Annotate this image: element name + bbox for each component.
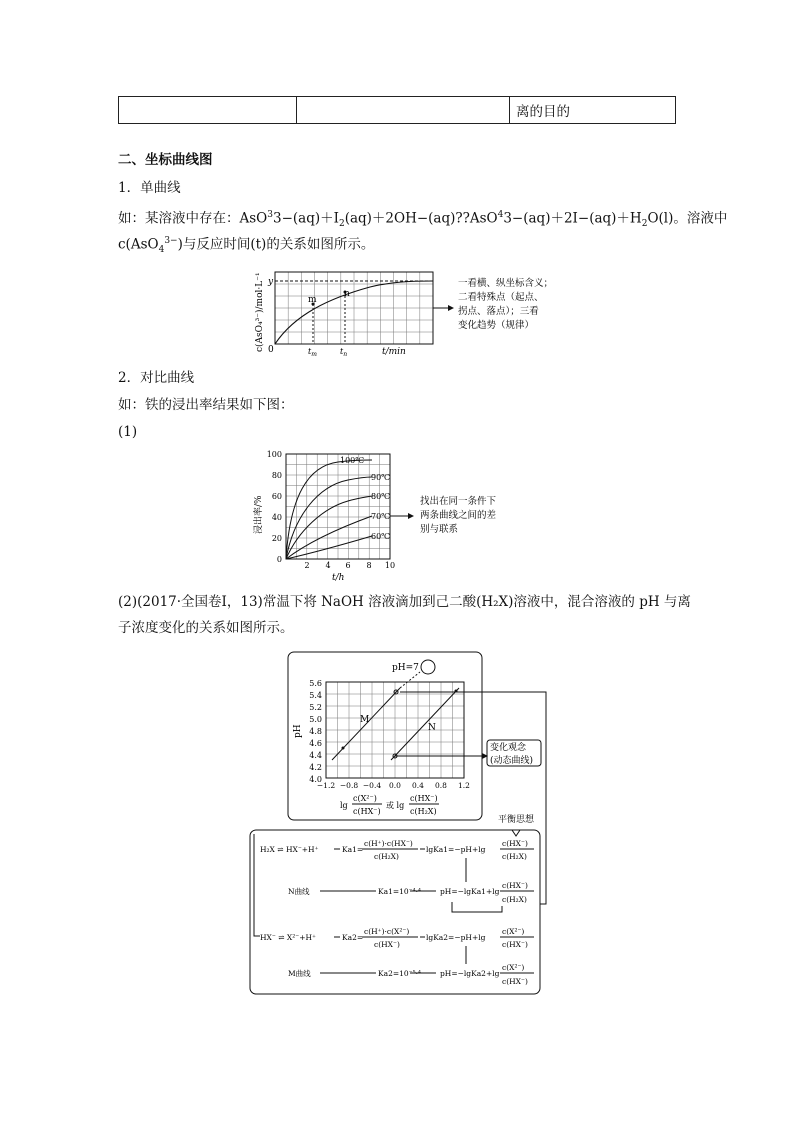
svg-text:N曲线: N曲线 [288,887,310,896]
svg-text:c(X²⁻): c(X²⁻) [502,927,525,936]
subsection-2-line: 如：铁的浸出率结果如下图： [118,397,294,413]
fig2-label-70: 70℃ [371,512,391,521]
fig3-y-ticks [309,679,322,784]
fig2-label-100: 100℃ [340,456,365,465]
fig3-balance: 平衡思想 [498,815,535,825]
fig3-graph-box [288,652,482,820]
fig2-xtick: 10 [384,561,396,570]
fig3-x-axis-label [340,794,439,816]
fig1-origin: 0 [268,345,274,355]
fig3-balance-arrow [512,830,520,836]
fig2-note: 找出在同一条件下 两条曲线之间的差 别与联系 [420,496,497,535]
fig3-ytick: 5.6 [309,679,322,688]
fig2-x-ticks [304,561,395,570]
fig2-ytick: 20 [271,534,282,543]
fig3-label-N: N [428,723,436,733]
fig2-label-60: 60℃ [371,532,391,541]
svg-text:c(H₂X): c(H₂X) [374,852,399,861]
svg-text:HX⁻ ⇌ X²⁻+H⁺: HX⁻ ⇌ X²⁻+H⁺ [260,933,316,942]
svg-text:c(H₂X): c(H₂X) [502,852,527,861]
svg-text:Ka1=10⁻⁴·⁴: Ka1=10⁻⁴·⁴ [378,887,422,896]
svg-text:c(X²⁻): c(X²⁻) [353,794,377,803]
fig2-xtick: 6 [345,561,351,570]
fig3-ytick: 5.0 [309,715,322,724]
fig1-label-n: n [344,289,350,299]
svg-text:Ka2=: Ka2= [342,933,364,942]
svg-text:Ka2=10⁻⁵·⁴: Ka2=10⁻⁵·⁴ [378,969,422,978]
fig2-curve-labels [340,456,390,541]
fig2-ytick: 100 [266,450,282,459]
fig2-label-80: 80℃ [371,492,391,501]
fig3-ytick: 5.4 [309,691,322,700]
fig2-xtick: 4 [325,561,331,570]
svg-text:c(HX⁻): c(HX⁻) [502,940,528,949]
fig3-ytick: 4.6 [309,739,322,748]
fig3-xtick: 0.4 [412,781,424,790]
fig2-ytick: 80 [271,471,282,480]
svg-text:c(HX⁻): c(HX⁻) [374,940,400,949]
subsection-1-title: 1．单曲线 [118,180,181,196]
fig3-xtick: 1.2 [458,781,470,790]
figure-single-curve [250,262,570,362]
fig3-xtick: −1.2 [316,781,336,790]
fig3-xtick: −0.4 [362,781,382,790]
fig2-arrowhead [408,513,414,519]
fig3-dash-ph7 [400,672,420,688]
fig3-ytick: 4.8 [309,727,322,736]
fig2-ytick: 40 [271,513,282,522]
fig2-ytick: 60 [271,492,282,501]
fig2-xtick: 8 [366,561,372,570]
table-cell-1 [119,97,297,124]
fig1-grid [275,272,433,344]
fig3-connector [482,692,546,904]
fig3-ph7-label: pH=7 [392,663,419,673]
figure-ph-diagram [240,650,560,996]
fig3-flow-row-4 [288,963,534,986]
svg-text:c(X²⁻): c(X²⁻) [502,963,525,972]
fig3-point [342,747,345,750]
fig3-label-M: M [360,715,370,725]
fig1-x-axis-label: t/min [382,347,406,357]
top-table [118,96,676,124]
fig3-xtick: 0.0 [389,781,401,790]
fig3-ytick: 5.2 [309,703,322,712]
svg-text:c(H⁺)·c(X²⁻): c(H⁺)·c(X²⁻) [364,927,410,936]
svg-text:c(H₂X): c(H₂X) [410,807,437,816]
fig1-arrowhead [448,305,454,311]
fig3-ytick: 4.2 [309,763,322,772]
fig2-y-ticks [267,450,282,564]
fig3-y-axis-label: pH [293,724,303,738]
svg-text:Ka1=: Ka1= [342,845,364,854]
fig1-tn-label: $t_n$ [340,347,348,358]
fig1-y-tick: y [268,277,274,287]
fig2-x-axis-label: t/h [332,573,345,583]
fig3-flow-row-1 [260,839,534,861]
svg-text:pH=−lgKa2+lg: pH=−lgKa2+lg [440,969,500,978]
svg-text:lgKa2=−pH+lg: lgKa2=−pH+lg [426,933,486,942]
fig1-tm-label: $t_m$ [308,347,317,358]
fig3-line-N [391,688,459,760]
fig2-xtick: 2 [304,561,310,570]
svg-text:pH=−lgKa1+lg: pH=−lgKa1+lg [440,887,500,896]
fig3-grid [326,682,464,778]
fig3-dynamic-curve: (动态曲线) [490,756,534,766]
svg-text:或 lg: 或 lg [386,801,405,810]
fig2-grid [286,454,390,559]
fig3-flow-row-2 [288,881,534,904]
paragraph-line-1: 如：某溶液中存在：$AsO^33-(aq)+I_2(aq)+2OH-(aq)??AsO^43-(aq)+2I-(aq)+H_2O(l)$。溶液中 [118,210,728,230]
fig3-flow-arrows [320,849,502,973]
fig2-ytick: 0 [276,555,282,564]
svg-text:c(HX⁻): c(HX⁻) [353,807,381,816]
fig3-x-ticks [317,781,470,790]
fig3-flow-row-3 [260,927,534,949]
table-cell-2 [297,97,510,124]
svg-text:c(HX⁻): c(HX⁻) [410,794,438,803]
svg-text:c(H⁺)·c(HX⁻): c(H⁺)·c(HX⁻) [364,839,413,848]
fig2-label-90: 90℃ [371,473,391,482]
fig1-label-m: m [308,295,317,305]
section-title: 二、坐标曲线图 [118,152,213,168]
item-2-line-1: (2)(2017·全国卷Ⅰ，13)常温下将 NaOH 溶液滴加到己二酸(H₂X)溶液中，混合溶液的 pH 与离 [118,594,691,610]
fig3-ytick: 4.4 [309,751,322,760]
paragraph-line-2: c(AsO$_4^{3-}$)与反应时间(t)的关系如图所示。 [118,236,375,256]
fig3-xtick: 0.8 [435,781,447,790]
item-2-line-2: 子浓度变化的关系如图所示。 [118,620,294,636]
svg-text:lg: lg [340,801,348,810]
table-cell-3: 离的目的 [510,97,676,124]
fig2-curve-60 [286,536,372,559]
svg-text:c(HX⁻): c(HX⁻) [502,881,528,890]
fig3-ph7-circle [421,660,435,674]
svg-text:H₂X ⇌ HX⁻+H⁺: H₂X ⇌ HX⁻+H⁺ [260,845,319,854]
svg-text:M曲线: M曲线 [288,969,311,978]
fig3-xtick: −0.8 [339,781,359,790]
fig3-change-concept: 变化观念 [490,743,527,753]
svg-text:lgKa1=−pH+lg: lgKa1=−pH+lg [426,845,486,854]
svg-text:c(HX⁻): c(HX⁻) [502,839,528,848]
fig1-y-axis-label: c(AsO₄³⁻)/mol·L⁻¹ [255,272,265,352]
item-1-label: (1) [118,424,138,440]
figure-leaching-rate [248,446,538,586]
fig2-y-axis-label: 浸出率/% [254,495,264,534]
svg-text:c(H₂X): c(H₂X) [502,895,527,904]
fig2-curve-90 [286,477,372,559]
fig3-ytick: 4.0 [309,775,322,784]
fig1-note: 一看横、纵坐标含义； 二看特殊点（起点、 拐点、落点）；三看 变化趋势（规律） [458,278,554,331]
subsection-2-title: 2．对比曲线 [118,370,195,386]
svg-text:c(HX⁻): c(HX⁻) [502,977,528,986]
